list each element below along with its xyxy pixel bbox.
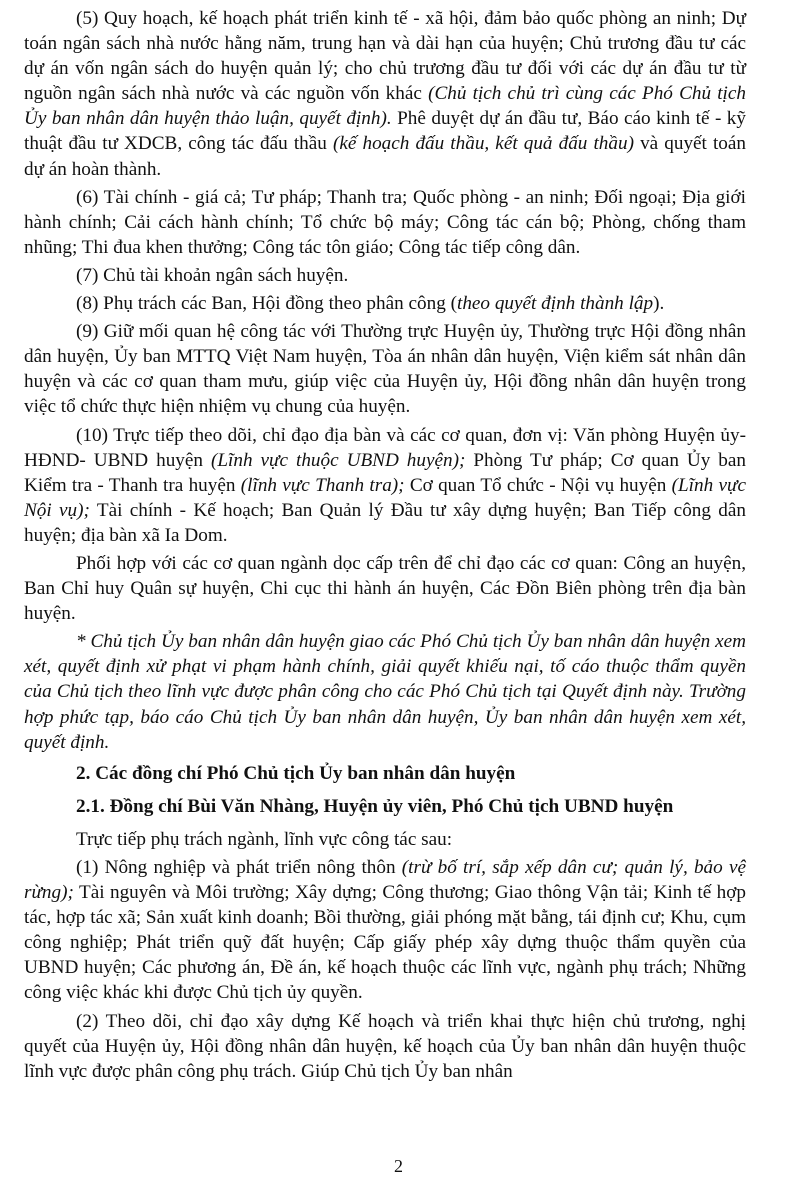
paragraph-10-italic-3: (Lĩnh vực Nội vụ); [24,474,746,521]
paragraph-vice-1-text-2: Tài nguyên và Môi trường; Xây dựng; Công thương; Giao thông Vận tải; Kinh tế hợp tác, hợp tác xã; Sản xuất kinh doanh; Bồi thường, giải phóng mặt bằng, tái định cư; Khu, cụm công nghiệp; Phát triển quỹ đất huyện; Cấp giấy phép xây dựng thuộc thẩm quyền của UBND huyện; Các phương án, Đề án, kế hoạch thuộc các lĩnh vực, ngành phụ trách; Những công việc khác khi được Chủ tịch ủy quyền. [24,882,746,1004]
paragraph-5-text-2: Phê duyệt dự án đầu tư, Báo cáo kinh tế - kỹ thuật đầu tư XDCB, công tác đấu thầu [24,108,746,155]
document-page [24,6,746,1087]
paragraph-vice-1 [24,855,746,1006]
paragraph-vice-1-text: (1) Nông nghiệp và phát triển nông thôn [76,857,402,878]
paragraph-note: * Chủ tịch Ủy ban nhân dân huyện giao các Phó Chủ tịch Ủy ban nhân dân huyện xem xét, quyết định xử phạt vi phạm hành chính, giải quyết khiếu nại, tố cáo thuộc thẩm quyền của Chủ tịch theo lĩnh vực được phân công cho các Phó Chủ tịch tại Quyết định này. Trường hợp phức tạp, báo cáo Chủ tịch Ủy ban nhân dân huyện, Ủy ban nhân dân huyện xem xét, quyết định. [24,631,746,753]
paragraph-10-italic-1: (Lĩnh vực thuộc UBND huyện); [210,449,466,471]
paragraph-8 [24,291,746,316]
paragraph-8-italic: theo quyết định thành lập [456,293,654,315]
section-heading-2-1: 2.1. Đồng chí Bùi Văn Nhàng, Huyện ủy viên, Phó Chủ tịch UBND huyện [76,795,674,817]
paragraph-vice-2: (2) Theo dõi, chỉ đạo xây dựng Kế hoạch và triển khai thực hiện chủ trương, nghị quyết của Huyện ủy, Hội đồng nhân dân huyện, kế hoạch của Ủy ban nhân dân huyện thuộc lĩnh vực được phân công phụ trách. Giúp Chủ tịch Ủy ban nhân [24,1010,746,1082]
paragraph-10 [24,423,746,548]
paragraph-10-text: (10) Trực tiếp theo dõi, chỉ đạo địa bàn và các cơ quan, đơn vị: Văn phòng Huyện ủy- HĐND- UBND huyện [24,424,746,471]
paragraph-10-text-2: Phòng Tư pháp; Cơ quan Ủy ban Kiểm tra - Thanh tra huyện [24,449,747,496]
page-number: 2 [394,1156,403,1176]
paragraph-5-italic-2: (kế hoạch đấu thầu, kết quả đấu thầu) [332,133,634,155]
paragraph-10-text-3: Cơ quan Tổ chức - Nội vụ huyện [404,474,672,496]
paragraph-vice-1-italic: (trừ bố trí, sắp xếp dân cư; quản lý, bảo vệ rừng); [24,857,746,904]
paragraph-7: (7) Chủ tài khoản ngân sách huyện. [76,264,349,286]
paragraph-10-italic-2: (lĩnh vực Thanh tra); [240,474,405,496]
paragraph-8-text-2: ). [653,293,665,315]
paragraph-10-text-4: Tài chính - Kế hoạch; Ban Quản lý Đầu tư xây dựng huyện; Ban Tiếp công dân huyện; địa bàn xã Ia Dom. [24,499,746,546]
paragraph-5-text: (5) Quy hoạch, kế hoạch phát triển kinh tế - xã hội, đảm bảo quốc phòng an ninh; Dự toán ngân sách nhà nước hằng năm, trung hạn và dài hạn của huyện; Chủ trương đầu tư các dự án vốn ngân sách do huyện quản lý; cho chủ trương đầu tư đối với các dự án đầu tư từ nguồn ngân sách nhà nước và các nguồn vốn khác [24,8,746,105]
paragraph-5-text-3: và quyết toán dự án hoàn thành. [24,133,747,180]
paragraph-9: (9) Giữ mối quan hệ công tác với Thường trực Huyện ủy, Thường trực Hội đồng nhân dân huyện, Ủy ban MTTQ Việt Nam huyện, Tòa án nhân dân huyện, Viện kiểm sát nhân dân huyện và các cơ quan tham mưu, giúp việc của Huyện ủy, Hội đồng nhân dân huyện trong việc tổ chức thực hiện nhiệm vụ chung của huyện. [24,321,746,418]
section-heading-2: 2. Các đồng chí Phó Chủ tịch Ủy ban nhân dân huyện [76,762,516,784]
paragraph-8-text: (8) Phụ trách các Ban, Hội đồng theo phân công ( [76,293,457,315]
paragraph-coordination: Phối hợp với các cơ quan ngành dọc cấp trên để chỉ đạo các cơ quan: Công an huyện, Ban Chỉ huy Quân sự huyện, Chi cục thi hành án huyện, Các Đồn Biên phòng trên địa bàn huyện. [24,552,746,625]
paragraph-direct: Trực tiếp phụ trách ngành, lĩnh vực công tác sau: [76,828,453,850]
paragraph-5-italic-1: (Chủ tịch chủ trì cùng các Phó Chủ tịch Ủy ban nhân dân huyện thảo luận, quyết định). [24,83,746,130]
paragraph-5 [24,6,746,182]
paragraph-6: (6) Tài chính - giá cả; Tư pháp; Thanh tra; Quốc phòng - an ninh; Đối ngoại; Địa giới hành chính; Cải cách hành chính; Tổ chức bộ máy; Công tác cán bộ; Phòng, chống tham nhũng; Thi đua khen thưởng; Công tác tôn giáo; Công tác tiếp công dân. [24,186,746,258]
